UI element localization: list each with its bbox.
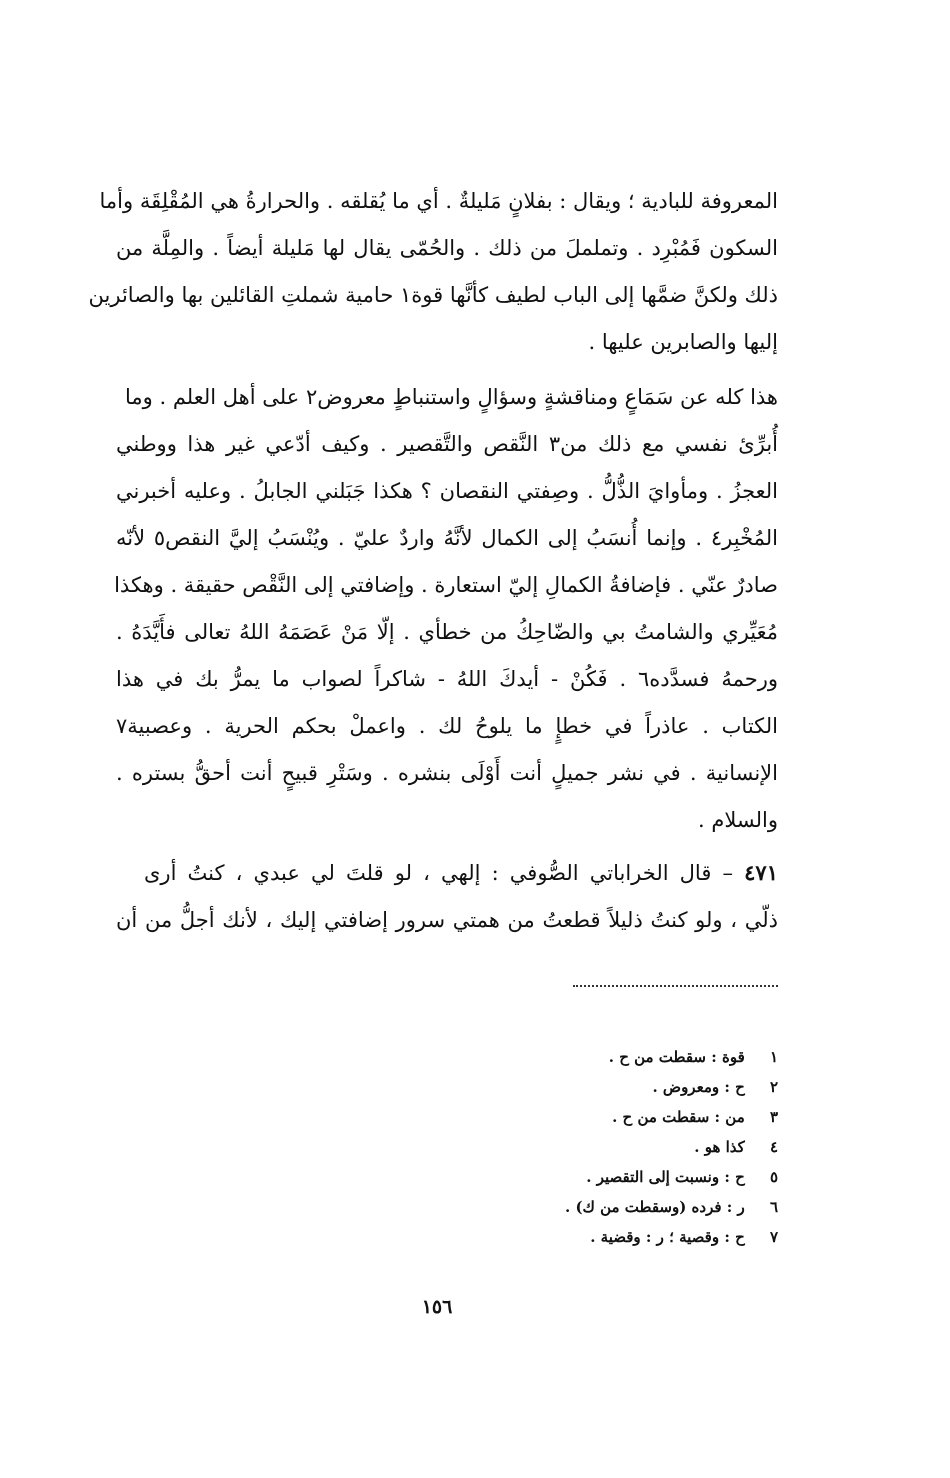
footnote (378, 1046, 778, 1068)
page-number: ١٥٦ (421, 1296, 453, 1318)
footnote-number: ٥ (769, 1168, 778, 1186)
footnote-text: قوة : سقطت من ح . (608, 1048, 745, 1066)
footnote (378, 1226, 778, 1248)
footnote (378, 1166, 778, 1188)
footnote-number: ٧ (769, 1228, 778, 1246)
text-line: هذا كله عن سَمَاعٍ ومناقشةٍ وسؤالٍ واستنباطٍ معروض٢ على أهل العلم . وما (125, 385, 778, 409)
text-line: المُخْبِر٤ . وإنما أُنسَبُ إلى الكمال لأنَّهُ واردٌ عليّ . ويُنْسَبُ إليَّ النقص٥ لأنّه (116, 526, 778, 550)
entry-number: ٤٧١ (744, 860, 778, 885)
footnote-number: ١ (769, 1048, 778, 1066)
text-line: السكون فَمُبْرِد . وتململَ من ذلك . والحُمّى يقال لها مَليلة أيضاً . والمِلَّة من (116, 236, 778, 260)
footnote (378, 1136, 778, 1158)
text-line: المعروفة للبادية ؛ ويقال : بفلانٍ مَليلةٌ . أي ما يُقلقه . والحرارةُ هي المُقْلِقَة وأما (99, 189, 778, 213)
footnote-text: كذا هو . (694, 1138, 745, 1156)
footnote-number: ٣ (769, 1108, 778, 1126)
footnote-text: ح : ونسبت إلى التقصير . (586, 1168, 745, 1186)
footnote (378, 1106, 778, 1128)
footnote-text: ح : وقصية ؛ ر : وقضية . (590, 1228, 745, 1246)
text-line: الإنسانية . في نشر جميلٍ أنت أَوْلَى بنشره . وسَتْرِ قبيحٍ أنت أحقُّ بستره . (116, 761, 778, 785)
footnote-text: من : سقطت من ح . (612, 1108, 745, 1126)
footnote-text: ح : ومعروض . (652, 1078, 745, 1096)
footnote-number: ٤ (769, 1138, 778, 1156)
footnote (378, 1076, 778, 1098)
text-line: ورحمهُ فسدَّده٦ . فَكُنْ - أيدكَ اللهُ - شاكراً لصواب ما يمرُّ بك في هذا (116, 667, 778, 691)
text-line: ذلّي ، ولو كنتُ ذليلاً قطعتُ من همتي سرور إضافتي إليك ، لأنك أجلُّ من أن (116, 908, 778, 932)
entry-text: قال الخراباتي الصُّوفي : إلهي ، لو قلتَ لي عبدي ، كنتُ أرى (144, 861, 712, 885)
text-line: إليها والصابرين عليها . (588, 330, 778, 354)
footnote-number: ٢ (769, 1078, 778, 1096)
entry-separator: – (711, 861, 734, 885)
text-line: العجزُ . ومأوايَ الذُّلُّ . وصِفتي النقصان ؟ هكذا جَبَلني الجابلُ . وعليه أخبرني (116, 479, 778, 503)
text-line: والسلام . (698, 808, 778, 832)
text-line: صادرٌ عنّي . فإضافةُ الكمالِ إليّ استعارة . وإضافتي إلى النَّقْص حقيقة . وهكذا (114, 573, 778, 597)
text-line: ذلك ولكنَّ ضمَّها إلى الباب لطيف كأنَّها قوة١ حامية شملتِ القائلين بها والصائرين (88, 283, 778, 307)
footnote-divider (573, 985, 778, 987)
footnote-text: ر : فرده (وسقطت من ك) . (565, 1198, 745, 1216)
text-line (144, 856, 778, 890)
text-line: أُبرِّئ نفسي مع ذلك من٣ النَّقص والتَّقصير . وكيف أدّعي غير هذا ووطني (116, 432, 778, 456)
footnote-number: ٦ (769, 1198, 778, 1216)
text-line: الكتاب . عاذراً في خطإٍ ما يلوحُ لك . واعملْ بحكم الحرية . وعصبية٧ (116, 714, 778, 738)
footnote (378, 1196, 778, 1218)
text-line: مُعَيِّري والشامتُ بي والضّاحِكُ من خطأي . إلّا مَنْ عَصَمَهُ اللهُ تعالى فأَيَّدَهُ . (116, 620, 778, 644)
